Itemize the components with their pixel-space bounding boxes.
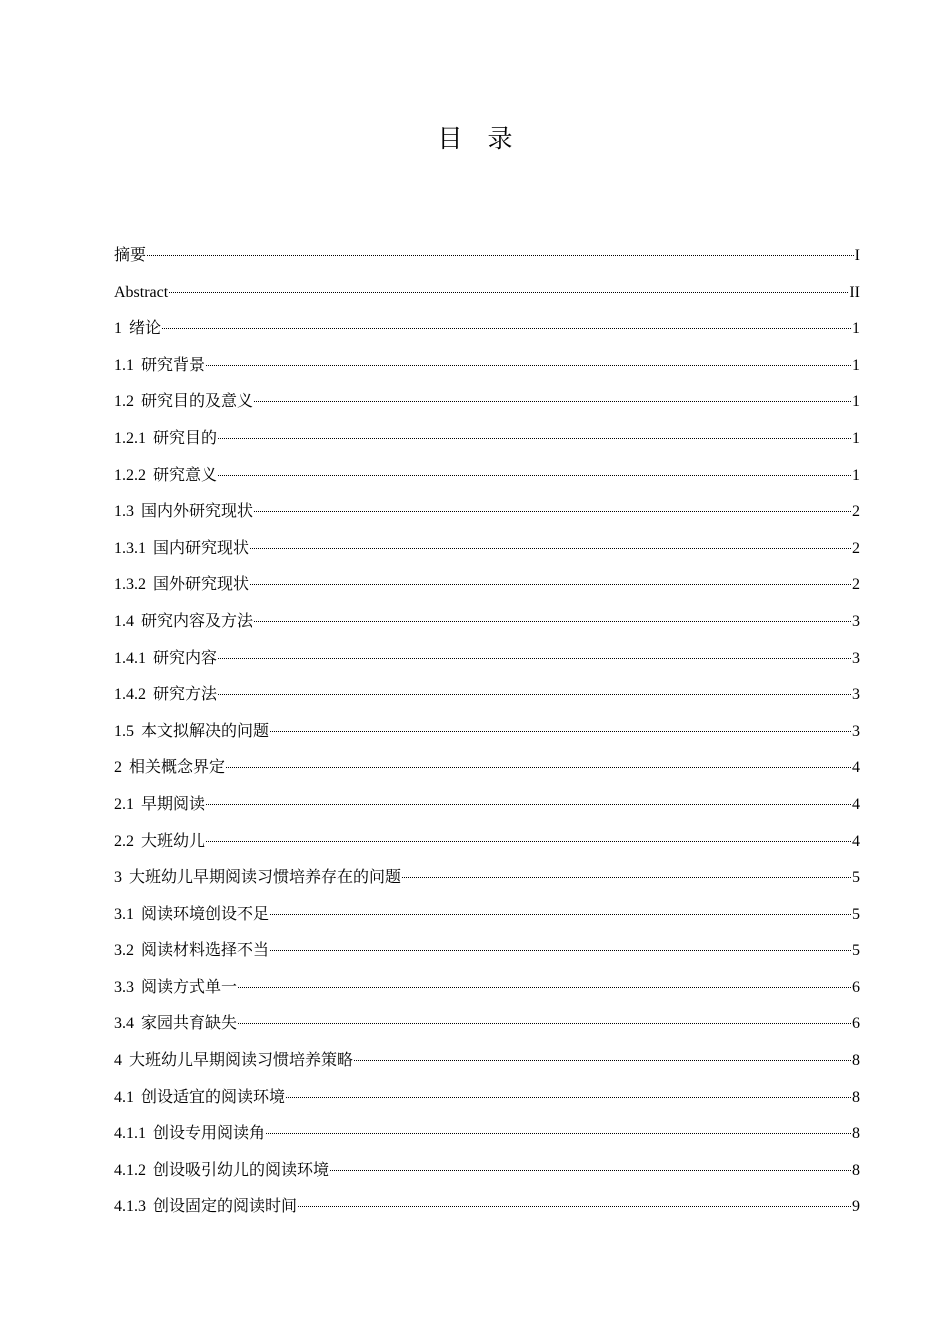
toc-leader-dots: [218, 436, 851, 439]
toc-leader-dots: [206, 839, 851, 842]
toc-leader-dots: [206, 363, 851, 366]
toc-entry-text: 研究内容: [153, 649, 218, 667]
toc-entry-label: [114, 787, 205, 823]
toc-entry-label: [114, 824, 205, 860]
toc-leader-dots: [162, 326, 851, 329]
toc-entry-number: 4.1.2: [114, 1161, 146, 1179]
toc-leader-dots: [226, 765, 851, 768]
toc-entry[interactable]: [114, 458, 860, 495]
toc-entry-page: 5: [852, 942, 860, 960]
toc-entry-page: 1: [852, 429, 860, 447]
toc-entry[interactable]: [114, 677, 860, 714]
toc-entry-number: 1: [114, 320, 122, 338]
toc-entry-number: 3.3: [114, 978, 134, 996]
toc-entry-text: 摘要: [114, 247, 147, 264]
toc-entry-number: 4: [114, 1052, 122, 1070]
toc-entry-number: 1.4.1: [114, 649, 146, 667]
toc-entry-number: 3.1: [114, 905, 134, 923]
toc-list: [114, 238, 860, 1226]
toc-entry-text: 大班幼儿早期阅读习惯培养策略: [129, 1052, 354, 1070]
toc-entry-number: 4.1.3: [114, 1198, 146, 1216]
toc-entry[interactable]: [114, 641, 860, 678]
toc-entry-label: [114, 1189, 297, 1225]
toc-entry-label: [114, 384, 253, 420]
toc-entry-label: [114, 1043, 353, 1079]
toc-entry-page: 1: [852, 393, 860, 411]
toc-entry-label: [114, 860, 401, 896]
toc-leader-dots: [169, 290, 848, 293]
toc-entry-text: 本文拟解决的问题: [141, 722, 270, 740]
toc-entry-text: 相关概念界定: [129, 759, 226, 777]
toc-entry-page: 6: [852, 978, 860, 996]
toc-entry[interactable]: [114, 531, 860, 568]
toc-entry-page: 2: [852, 503, 860, 521]
toc-entry-label: [114, 714, 269, 750]
toc-entry[interactable]: [114, 1116, 860, 1153]
toc-entry-page: 4: [852, 759, 860, 777]
toc-leader-dots: [270, 948, 851, 951]
toc-entry-text: 国内外研究现状: [141, 503, 254, 521]
toc-entry[interactable]: [114, 421, 860, 458]
toc-entry-label: [114, 1153, 329, 1189]
toc-entry-page: 1: [852, 320, 860, 338]
toc-entry-number: 3.4: [114, 1015, 134, 1033]
toc-entry[interactable]: [114, 1043, 860, 1080]
toc-entry-number: 1.3.2: [114, 576, 146, 594]
toc-entry-number: 1.3.1: [114, 539, 146, 557]
toc-entry-text: 阅读材料选择不当: [141, 942, 270, 960]
toc-entry-text: Abstract: [114, 283, 169, 301]
toc-entry-number: 3: [114, 869, 122, 887]
toc-entry[interactable]: [114, 1189, 860, 1226]
toc-entry-label: [114, 1006, 237, 1042]
toc-leader-dots: [354, 1058, 851, 1061]
toc-entry[interactable]: [114, 1006, 860, 1043]
toc-entry-label: [114, 677, 217, 713]
toc-entry-text: 大班幼儿: [141, 832, 206, 850]
toc-entry-number: 1.2.2: [114, 466, 146, 484]
toc-entry[interactable]: [114, 384, 860, 421]
toc-entry-number: 2: [114, 759, 122, 777]
toc-entry-text: 研究意义: [153, 466, 218, 484]
toc-leader-dots: [147, 253, 854, 256]
toc-entry[interactable]: [114, 714, 860, 751]
toc-leader-dots: [270, 729, 851, 732]
toc-entry-number: 4.1.1: [114, 1125, 146, 1143]
toc-entry[interactable]: [114, 750, 860, 787]
toc-entry-page: 4: [852, 795, 860, 813]
toc-leader-dots: [206, 802, 851, 805]
toc-entry-text: 阅读环境创设不足: [141, 905, 270, 923]
toc-leader-dots: [250, 582, 851, 585]
toc-entry-text: 研究目的及意义: [141, 393, 254, 411]
toc-leader-dots: [218, 473, 851, 476]
toc-entry-page: 1: [852, 466, 860, 484]
toc-entry-number: 1.4.2: [114, 686, 146, 704]
toc-entry-number: 4.1: [114, 1088, 134, 1106]
toc-entry-text: 早期阅读: [141, 795, 206, 813]
toc-entry[interactable]: [114, 933, 860, 970]
toc-entry[interactable]: [114, 311, 860, 348]
toc-entry-text: 创设专用阅读角: [153, 1125, 266, 1143]
toc-entry-number: 1.2.1: [114, 429, 146, 447]
toc-entry-page: 3: [852, 722, 860, 740]
toc-entry-text: 阅读方式单一: [141, 978, 238, 996]
toc-entry-page: I: [854, 247, 860, 264]
toc-entry-page: 5: [852, 905, 860, 923]
toc-entry[interactable]: [114, 494, 860, 531]
toc-entry-page: 9: [852, 1198, 860, 1216]
toc-leader-dots: [238, 985, 851, 988]
toc-entry-label: [114, 897, 269, 933]
toc-entry-label: [114, 970, 237, 1006]
toc-leader-dots: [254, 509, 851, 512]
toc-entry-label: [114, 641, 217, 677]
toc-entry-text: 创设固定的阅读时间: [153, 1198, 298, 1216]
toc-entry-text: 大班幼儿早期阅读习惯培养存在的问题: [129, 869, 402, 887]
toc-leader-dots: [266, 1131, 851, 1134]
toc-leader-dots: [254, 399, 851, 402]
toc-entry-page: 8: [852, 1088, 860, 1106]
toc-entry-label: [114, 458, 217, 494]
toc-entry-number: 1.5: [114, 722, 134, 740]
toc-entry[interactable]: [114, 238, 860, 275]
toc-title: 目 录: [437, 124, 513, 153]
toc-entry[interactable]: [114, 1080, 860, 1117]
toc-entry-text: 研究方法: [153, 686, 218, 704]
toc-entry-label: [114, 567, 249, 603]
toc-leader-dots: [298, 1204, 851, 1207]
toc-leader-dots: [218, 692, 851, 695]
toc-entry-label: [114, 604, 253, 640]
toc-entry[interactable]: [114, 824, 860, 861]
toc-entry-label: [114, 275, 168, 311]
toc-entry[interactable]: [114, 787, 860, 824]
toc-leader-dots: [250, 546, 851, 549]
toc-entry-number: 1.2: [114, 393, 134, 411]
toc-entry[interactable]: [114, 860, 860, 897]
toc-leader-dots: [402, 875, 851, 878]
toc-entry[interactable]: [114, 897, 860, 934]
toc-entry-label: [114, 421, 217, 457]
toc-entry-page: 8: [852, 1052, 860, 1070]
toc-entry-number: 2.2: [114, 832, 134, 850]
toc-entry-page: 6: [852, 1015, 860, 1033]
toc-entry-number: 1.1: [114, 356, 134, 374]
toc-entry-page: 1: [852, 356, 860, 374]
toc-entry-label: [114, 933, 269, 969]
toc-leader-dots: [238, 1021, 851, 1024]
toc-entry-page: 3: [852, 649, 860, 667]
toc-entry-text: 国内研究现状: [153, 539, 250, 557]
toc-entry[interactable]: [114, 348, 860, 385]
toc-entry-number: 1.3: [114, 503, 134, 521]
toc-entry-number: 2.1: [114, 795, 134, 813]
toc-entry-label: [114, 750, 225, 786]
toc-entry-text: 研究背景: [141, 356, 206, 374]
toc-entry[interactable]: [114, 1153, 860, 1190]
toc-entry-text: 研究目的: [153, 429, 218, 447]
toc-entry-page: 2: [852, 539, 860, 557]
toc-entry-page: 3: [852, 612, 860, 630]
toc-entry-text: 国外研究现状: [153, 576, 250, 594]
toc-entry-label: [114, 348, 205, 384]
toc-entry-text: 创设吸引幼儿的阅读环境: [153, 1161, 330, 1179]
toc-entry-text: 研究内容及方法: [141, 612, 254, 630]
toc-entry[interactable]: [114, 567, 860, 604]
toc-entry-text: 绪论: [129, 320, 162, 338]
toc-leader-dots: [286, 1095, 851, 1098]
toc-entry-label: [114, 1116, 265, 1152]
toc-entry-label: [114, 531, 249, 567]
toc-entry-label: [114, 311, 161, 347]
toc-entry-label: [114, 238, 146, 274]
toc-entry-number: 3.2: [114, 942, 134, 960]
toc-entry-page: II: [849, 283, 860, 301]
toc-leader-dots: [330, 1168, 851, 1171]
toc-entry[interactable]: [114, 275, 860, 312]
toc-entry-page: 3: [852, 686, 860, 704]
toc-leader-dots: [270, 912, 851, 915]
toc-leader-dots: [254, 619, 851, 622]
toc-entry-page: 8: [852, 1161, 860, 1179]
toc-entry-page: 8: [852, 1125, 860, 1143]
toc-entry-label: [114, 1080, 285, 1116]
toc-entry[interactable]: [114, 970, 860, 1007]
toc-entry-text: 家园共育缺失: [141, 1015, 238, 1033]
toc-entry-number: 1.4: [114, 612, 134, 630]
toc-leader-dots: [218, 656, 851, 659]
toc-entry-page: 4: [852, 832, 860, 850]
toc-entry-text: 创设适宜的阅读环境: [141, 1088, 286, 1106]
toc-entry-page: 5: [852, 869, 860, 887]
toc-entry-page: 2: [852, 576, 860, 594]
toc-entry[interactable]: [114, 604, 860, 641]
toc-entry-label: [114, 494, 253, 530]
